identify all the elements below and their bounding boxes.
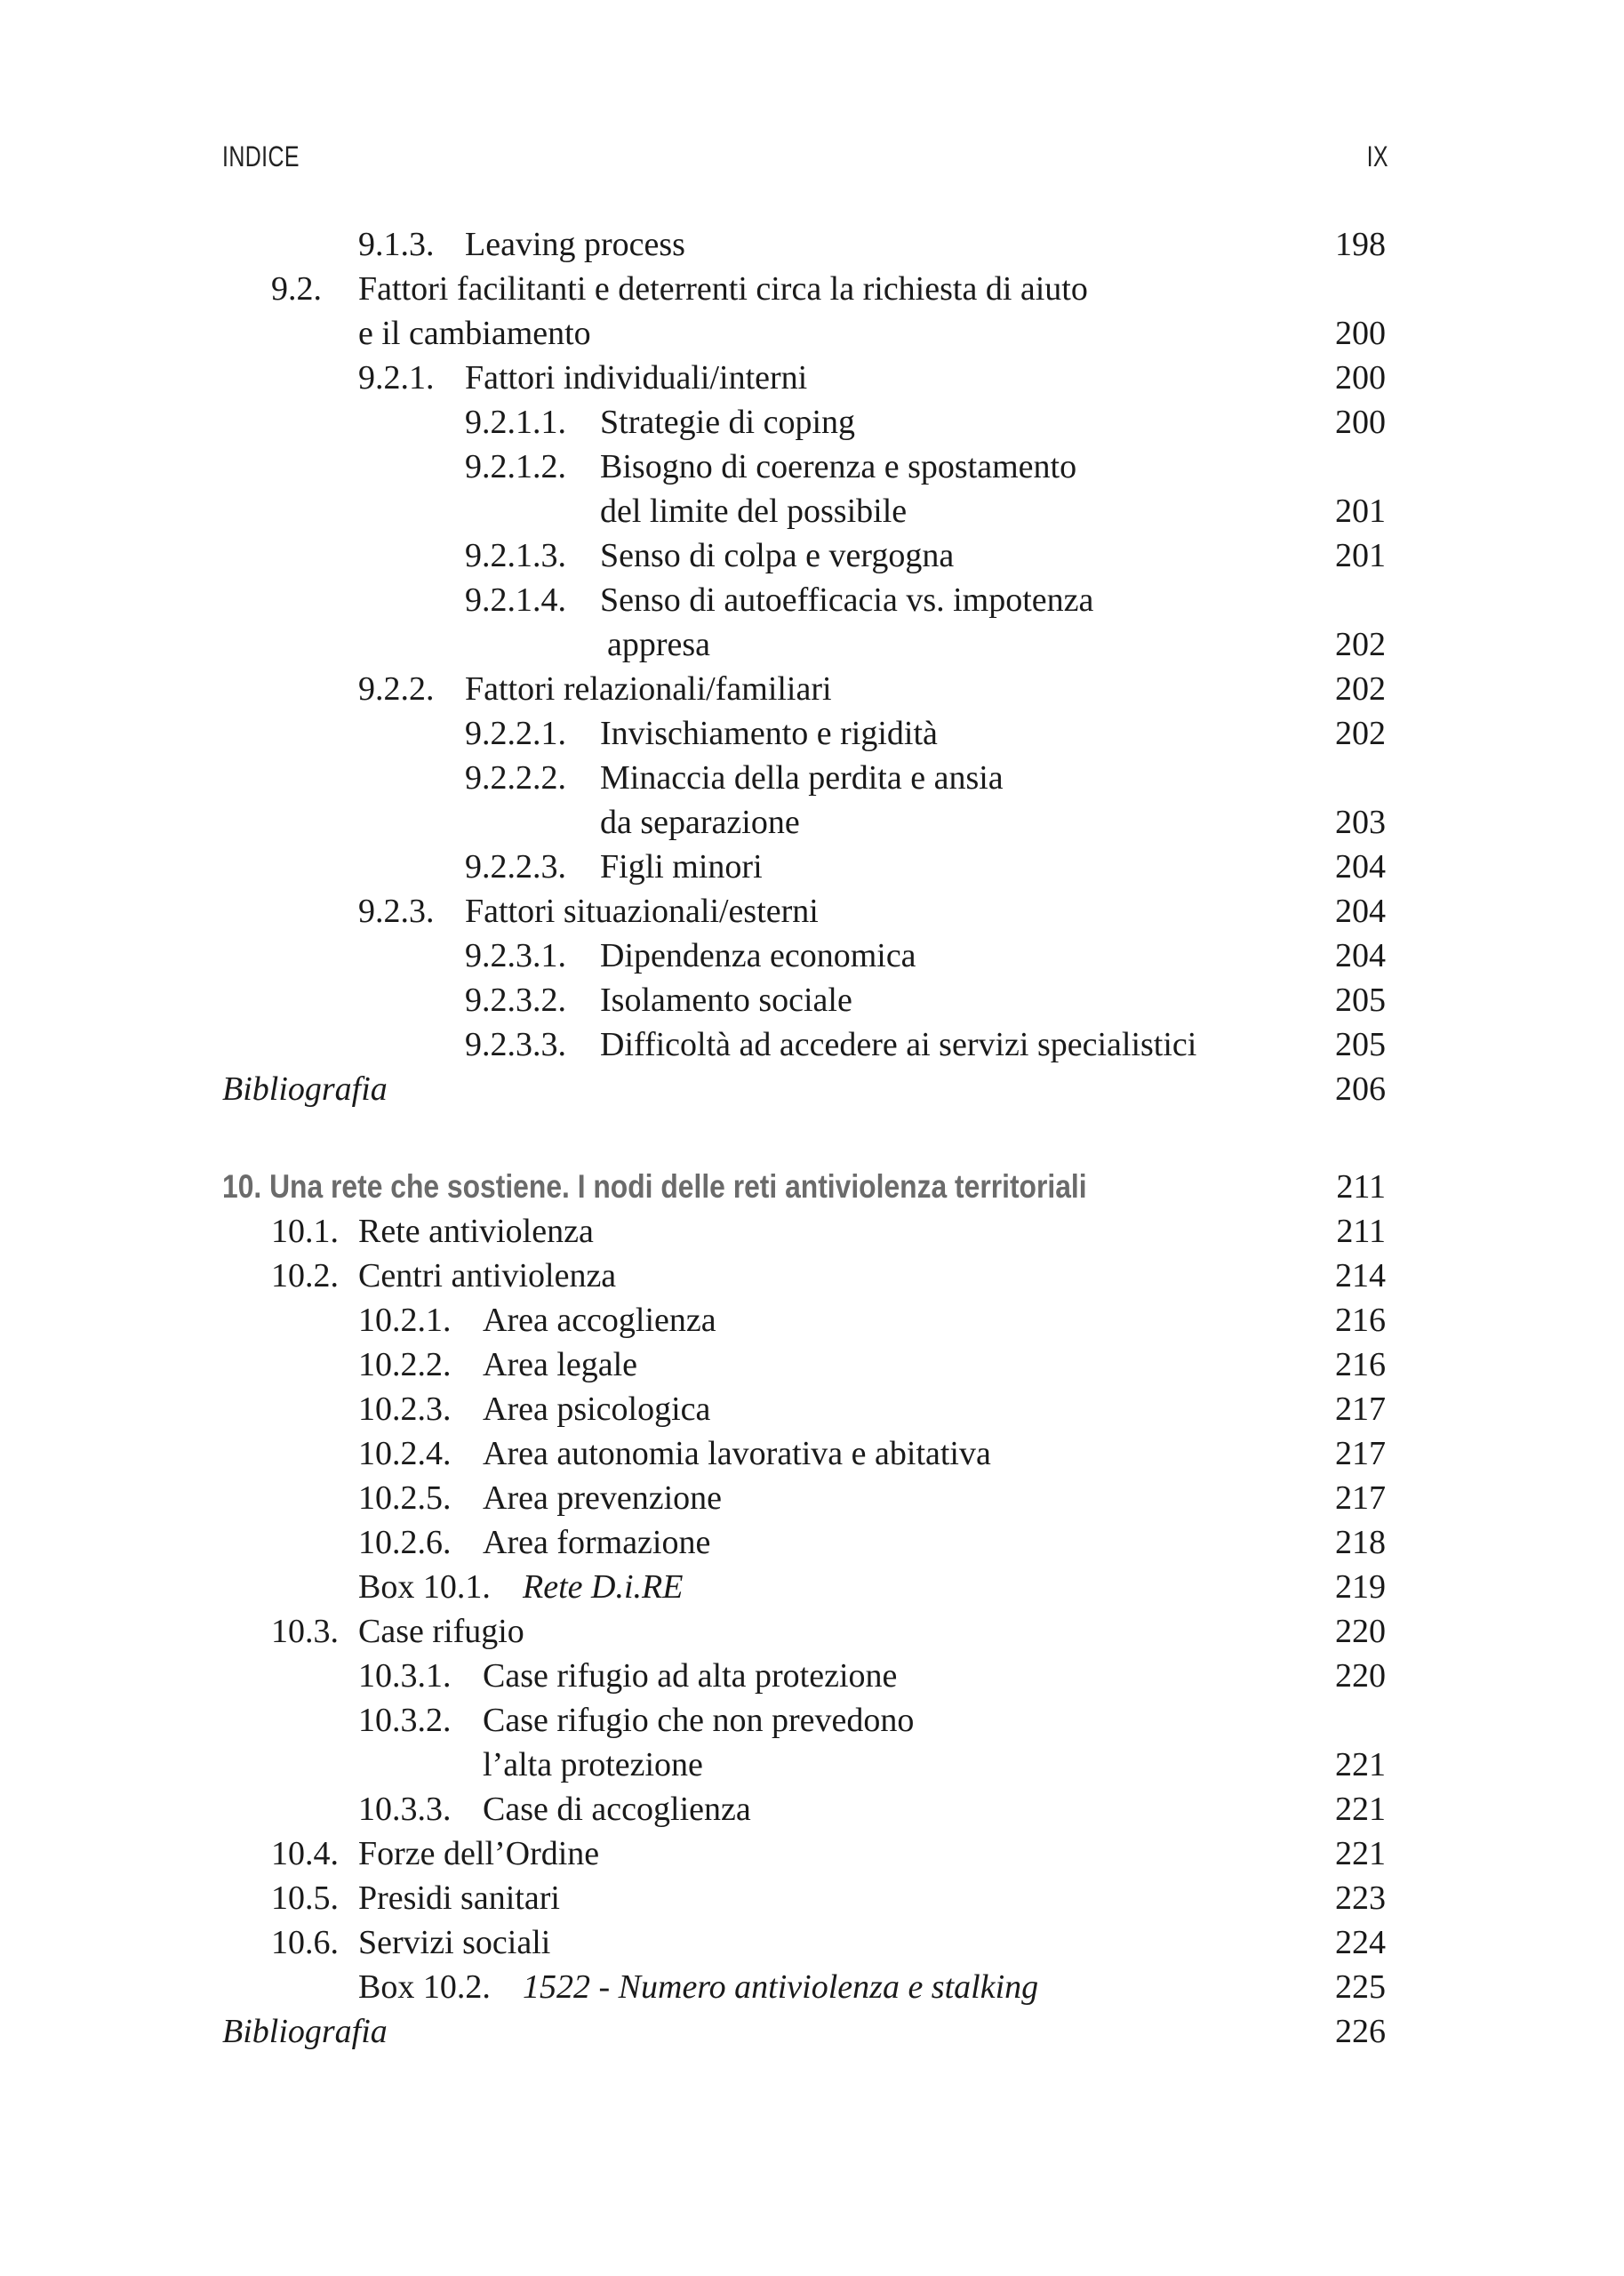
toc-entry-title: appresa [607, 626, 711, 663]
toc-entry [0, 1342, 1624, 1387]
toc-entry [0, 1022, 1624, 1067]
toc-entry-page: 200 [1335, 359, 1386, 397]
toc-entry-page: 226 [1335, 2013, 1386, 2050]
toc-entry-page: 214 [1335, 1257, 1386, 1294]
toc-entry-number: 10.2.3. [358, 1390, 452, 1428]
toc-entry-title: Servizi sociali [358, 1924, 551, 1961]
toc-entry-page: 217 [1335, 1390, 1386, 1428]
toc-entry [0, 978, 1624, 1022]
toc-entry [0, 667, 1624, 711]
toc-entry-title: Area psicologica [483, 1390, 711, 1428]
toc-entry [0, 267, 1624, 311]
toc-entry [0, 222, 1624, 267]
toc-entry-page: 211 [1336, 1213, 1386, 1250]
toc-entry-page: 202 [1335, 626, 1386, 663]
toc-entry-title: Forze dell’Ordine [358, 1835, 600, 1872]
page-folio: IX [1366, 140, 1388, 172]
toc-entry-number: Box 10.2. [358, 1968, 491, 2006]
toc-entry-continuation [0, 489, 1624, 533]
toc-entry-number: 10.2. [271, 1257, 339, 1294]
toc-entry-page: 225 [1335, 1968, 1386, 2006]
toc-entry-number: 10.3.1. [358, 1657, 452, 1695]
toc-entry-title: del limite del possibile [600, 493, 908, 530]
toc-entry-continuation [0, 1743, 1624, 1787]
toc-entry-continuation [0, 622, 1624, 667]
toc-entry-number: 9.2.1.3. [465, 537, 566, 574]
toc-entry-page: 221 [1335, 1791, 1386, 1828]
toc-entry-number: 9.2.3.2. [465, 982, 566, 1019]
toc-entry-number: 9.2.1.1. [465, 404, 566, 441]
toc-entry-number: 10.2.1. [358, 1302, 452, 1339]
toc-entry-title: Area formazione [483, 1524, 711, 1561]
toc-entry [0, 533, 1624, 578]
toc-entry-title: Area autonomia lavorativa e abitativa [483, 1435, 991, 1472]
toc-entry-number: 9.2.2.2. [465, 759, 566, 797]
toc-entry-title: Area legale [483, 1346, 638, 1383]
toc-entry-number: 9.2.2.1. [465, 715, 566, 752]
toc-entry-title: Bibliografia [222, 1070, 388, 1108]
toc-entry-number: 9.2.2.3. [465, 848, 566, 886]
toc-entry-number: 10.1. [271, 1213, 339, 1250]
toc-entry-page: 200 [1335, 404, 1386, 441]
toc-entry [0, 1698, 1624, 1743]
toc-entry-number: 10.5. [271, 1879, 339, 1917]
toc-entry [0, 1876, 1624, 1920]
toc-entry-page: 223 [1335, 1879, 1386, 1917]
toc-entry-page: 201 [1335, 493, 1386, 530]
toc-box-entry [0, 1965, 1624, 2009]
toc-entry-title: 1522 - Numero antiviolenza e stalking [523, 1968, 1039, 2006]
toc-box-entry [0, 1565, 1624, 1609]
toc-entry [0, 1431, 1624, 1476]
toc-entry-number: 10.6. [271, 1924, 339, 1961]
toc-entry-title: Leaving process [465, 226, 685, 263]
toc-entry-number: Box 10.1. [358, 1568, 491, 1606]
toc-entry-page: 221 [1335, 1746, 1386, 1783]
toc-entry-number: 10.4. [271, 1835, 339, 1872]
toc-entry-number: 9.2.3.3. [465, 1026, 566, 1063]
toc-entry-page: 200 [1335, 315, 1386, 352]
toc-entry [0, 711, 1624, 756]
toc-entry-number: 9.2.1. [358, 359, 435, 397]
toc-entry-page: 219 [1335, 1568, 1386, 1606]
toc-entry-title: l’alta protezione [483, 1746, 703, 1783]
toc-entry [0, 1387, 1624, 1431]
toc-entry-title: Case rifugio che non prevedono [483, 1702, 915, 1739]
toc-entry-page: 204 [1335, 848, 1386, 886]
toc-entry-number: 9.2.2. [358, 670, 435, 708]
toc-entry-title: Fattori individuali/interni [465, 359, 808, 397]
toc-entry-title: Dipendenza economica [600, 937, 916, 974]
toc-entry-page: 206 [1335, 1070, 1386, 1108]
toc-entry [0, 1520, 1624, 1565]
toc-entry-title: Fattori facilitanti e deterrenti circa la richiesta di aiuto [358, 270, 1088, 308]
toc-entry-page: 204 [1335, 893, 1386, 930]
toc-entry-title: Strategie di coping [600, 404, 856, 441]
toc-entry [0, 445, 1624, 489]
toc-entry [0, 845, 1624, 889]
toc-entry-title: Case rifugio ad alta protezione [483, 1657, 898, 1695]
toc-entry-number: 10.2.6. [358, 1524, 452, 1561]
toc-entry-title: Case di accoglienza [483, 1791, 751, 1828]
toc-entry-page: 198 [1335, 226, 1386, 263]
toc-entry-page: 217 [1335, 1479, 1386, 1517]
toc-entry-title: Rete D.i.RE [523, 1568, 684, 1606]
running-head [222, 140, 1388, 173]
toc-entry-title: Bisogno di coerenza e spostamento [600, 448, 1077, 485]
toc-entry-title: Invischiamento e rigidità [600, 715, 938, 752]
toc-entry-page: 204 [1335, 937, 1386, 974]
toc-entry-number: 9.2.3. [358, 893, 435, 930]
toc-entry-page: 201 [1335, 537, 1386, 574]
toc-entry-page: 220 [1335, 1613, 1386, 1650]
toc-entry-title: Senso di colpa e vergogna [600, 537, 955, 574]
toc-entry-title: Bibliografia [222, 2013, 388, 2050]
toc-entry-title: e il cambiamento [358, 315, 591, 352]
toc-entry-number: 10.2.2. [358, 1346, 452, 1383]
toc-entry-page: 205 [1335, 1026, 1386, 1063]
toc-entry-title: Area prevenzione [483, 1479, 723, 1517]
toc-entry [0, 756, 1624, 800]
toc-entry-title: Isolamento sociale [600, 982, 852, 1019]
toc-entry-number: 9.2.3.1. [465, 937, 566, 974]
toc-entry [0, 1654, 1624, 1698]
toc-entry-number: 9.2.1.4. [465, 581, 566, 619]
toc-entry-title: Fattori relazionali/familiari [465, 670, 832, 708]
toc-entry [0, 1831, 1624, 1876]
toc-entry-title: Senso di autoefficacia vs. impotenza [600, 581, 1094, 619]
toc-entry-title: Case rifugio [358, 1613, 524, 1650]
toc-entry-number: 9.2. [271, 270, 322, 308]
toc-entry-number: 10.3. [271, 1613, 339, 1650]
toc-entry-page: 221 [1335, 1835, 1386, 1872]
toc-entry-title: Figli minori [600, 848, 763, 886]
toc-entry-title: Difficoltà ad accedere ai servizi specialistici [600, 1026, 1197, 1063]
toc-entry-title: Area accoglienza [483, 1302, 716, 1339]
toc-entry [0, 1920, 1624, 1965]
toc-entry-number: 10.2.5. [358, 1479, 452, 1517]
toc-bibliography [0, 2009, 1624, 2054]
toc-entry [0, 400, 1624, 445]
toc-entry-page: 203 [1335, 804, 1386, 841]
toc-entry-title: da separazione [600, 804, 800, 841]
toc-entry [0, 889, 1624, 934]
toc-entry [0, 1787, 1624, 1831]
toc-entry-page: 202 [1335, 670, 1386, 708]
toc-entry [0, 1254, 1624, 1298]
toc-entry-page: 216 [1335, 1302, 1386, 1339]
toc-entry-number: 10.2.4. [358, 1435, 452, 1472]
toc-entry-page: 220 [1335, 1657, 1386, 1695]
toc-entry-continuation [0, 311, 1624, 356]
toc-chapter-heading [0, 1165, 1624, 1209]
toc-entry-title: Minaccia della perdita e ansia [600, 759, 1004, 797]
toc-bibliography [0, 1067, 1624, 1111]
toc-entry [0, 1476, 1624, 1520]
toc-entry-page: 202 [1335, 715, 1386, 752]
toc-entry [0, 1209, 1624, 1254]
toc-entry-number: 9.2.1.2. [465, 448, 566, 485]
toc-entry [0, 356, 1624, 400]
toc-entry-page: 211 [1336, 1168, 1386, 1206]
toc-entry-title: Presidi sanitari [358, 1879, 560, 1917]
toc-entry-page: 218 [1335, 1524, 1386, 1561]
toc-entry-number: 9.1.3. [358, 226, 435, 263]
toc-entry-title: Fattori situazionali/esterni [465, 893, 819, 930]
toc-chapter-title: 10. Una rete che sostiene. I nodi delle reti antiviolenza territoriali [222, 1168, 1087, 1205]
toc-entry-page: 224 [1335, 1924, 1386, 1961]
toc-entry-page: 216 [1335, 1346, 1386, 1383]
toc-entry-continuation [0, 800, 1624, 845]
toc-entry-page: 217 [1335, 1435, 1386, 1472]
toc-entry [0, 1298, 1624, 1342]
toc-entry-number: 10.3.2. [358, 1702, 452, 1739]
toc-entry-title: Centri antiviolenza [358, 1257, 617, 1294]
toc-entry-title: Rete antiviolenza [358, 1213, 594, 1250]
running-head-title: INDICE [222, 140, 300, 172]
toc-entry [0, 1609, 1624, 1654]
toc-entry-number: 10.3.3. [358, 1791, 452, 1828]
toc-entry [0, 578, 1624, 622]
toc-entry-page: 205 [1335, 982, 1386, 1019]
toc-entry [0, 934, 1624, 978]
